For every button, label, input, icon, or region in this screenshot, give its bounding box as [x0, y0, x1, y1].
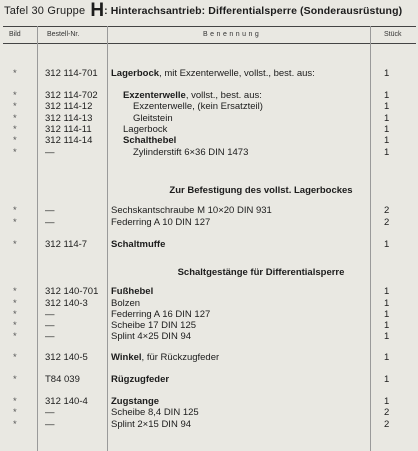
quantity: 1 — [384, 352, 390, 363]
bild-marker: * — [13, 374, 17, 385]
part-number: 312 114-14 — [45, 135, 93, 146]
part-detail: Federring A 10 DIN 127 — [111, 217, 211, 228]
part-number: 312 114-12 — [45, 101, 93, 112]
bild-marker: * — [13, 352, 17, 363]
part-description — [111, 331, 191, 342]
part-detail: Splint 2×15 DIN 94 — [111, 419, 192, 430]
bild-marker: * — [13, 205, 17, 216]
table-row — [0, 101, 418, 112]
quantity: 1 — [384, 147, 390, 158]
part-name: Zugstange — [111, 396, 160, 407]
part-description — [111, 352, 219, 363]
quantity: 1 — [384, 286, 390, 297]
part-detail: Federring A 16 DIN 127 — [111, 309, 211, 320]
bild-marker: * — [13, 396, 17, 407]
section-heading: Schaltgestänge für Differentialsperre — [177, 267, 345, 278]
quantity: 1 — [384, 239, 390, 250]
bild-marker: * — [13, 147, 17, 158]
bild-marker: * — [13, 113, 17, 124]
quantity: 1 — [384, 374, 390, 385]
part-name: Lagerbock — [111, 68, 160, 79]
part-number: 312 114-702 — [45, 90, 98, 101]
bild-marker: * — [13, 419, 17, 430]
part-name: Fußhebel — [111, 286, 154, 297]
bild-marker: * — [13, 90, 17, 101]
part-description — [111, 286, 153, 297]
quantity: 1 — [384, 320, 390, 331]
part-detail: Zylinderstift 6×36 DIN 1473 — [133, 147, 249, 158]
quantity: 1 — [384, 124, 390, 135]
part-description — [133, 113, 173, 124]
part-description — [133, 101, 263, 112]
table-row — [0, 374, 418, 385]
part-name: Schaltmuffe — [111, 239, 166, 250]
part-detail: , für Rückzugfeder — [141, 352, 220, 363]
part-number: — — [45, 147, 55, 158]
part-number: — — [45, 320, 55, 331]
section-heading: Zur Befestigung des vollst. Lagerbockes — [169, 185, 353, 196]
section-title: : Hinterachsantrieb: Differentialsperre (Sonderausrüstung) — [104, 5, 403, 17]
part-description — [111, 217, 210, 228]
part-description — [111, 298, 140, 309]
part-number: 312 140-5 — [45, 352, 88, 363]
table-row — [0, 320, 418, 331]
part-number: — — [45, 205, 55, 216]
column-header-stueck: Stück — [384, 31, 402, 38]
column-header-benennung: Benennung — [203, 31, 262, 38]
part-description — [111, 309, 210, 320]
bild-marker: * — [13, 135, 17, 146]
bild-marker: * — [13, 407, 17, 418]
table-row — [0, 239, 418, 250]
table-row — [0, 205, 418, 216]
part-description — [123, 124, 167, 135]
part-name: Exzenterwelle — [123, 90, 186, 101]
part-number: — — [45, 309, 55, 320]
quantity: 1 — [384, 113, 390, 124]
quantity: 2 — [384, 407, 390, 418]
bild-marker: * — [13, 320, 17, 331]
part-description — [111, 68, 315, 79]
part-name: Winkel — [111, 352, 142, 363]
table-row — [0, 147, 418, 158]
bild-marker: * — [13, 331, 17, 342]
quantity: 1 — [384, 68, 390, 79]
part-detail: Scheibe 17 DIN 125 — [111, 320, 197, 331]
bild-marker: * — [13, 309, 17, 320]
table-header — [3, 26, 416, 44]
part-number: T84 039 — [45, 374, 80, 385]
part-description — [111, 239, 165, 250]
bild-marker: * — [13, 68, 17, 79]
bild-marker: * — [13, 239, 17, 250]
table-row — [0, 309, 418, 320]
quantity: 2 — [384, 419, 390, 430]
part-number: 312 114-701 — [45, 68, 98, 79]
table-row — [0, 113, 418, 124]
bild-marker: * — [13, 124, 17, 135]
table-row — [0, 90, 418, 101]
part-detail: Exzenterwelle, (kein Ersatzteil) — [133, 101, 263, 112]
part-detail: Gleitstein — [133, 113, 173, 124]
part-detail: , mit Exzenterwelle, vollst., best. aus: — [159, 68, 315, 79]
table-row — [0, 396, 418, 407]
quantity: 1 — [384, 135, 390, 146]
part-detail: Bolzen — [111, 298, 141, 309]
part-number: 312 140-701 — [45, 286, 99, 297]
page-title — [4, 2, 416, 20]
part-detail: Sechskantschraube M 10×20 DIN 931 — [111, 205, 272, 216]
bild-marker: * — [13, 101, 17, 112]
part-description — [111, 396, 159, 407]
table-row — [0, 217, 418, 228]
quantity: 1 — [384, 101, 390, 112]
part-number: — — [45, 331, 55, 342]
quantity: 1 — [384, 90, 390, 101]
part-name: Schalthebel — [123, 135, 177, 146]
part-description — [111, 407, 199, 418]
part-number: 312 140-4 — [45, 396, 88, 407]
part-description — [111, 205, 272, 216]
part-number: — — [45, 419, 55, 430]
part-description — [111, 419, 191, 430]
part-description — [111, 320, 196, 331]
part-number: 312 114-7 — [45, 239, 88, 250]
table-row — [0, 331, 418, 342]
part-detail: Splint 4×25 DIN 94 — [111, 331, 192, 342]
tafel-label: Tafel 30 Gruppe — [4, 5, 86, 17]
part-description — [111, 374, 169, 385]
bild-marker: * — [13, 217, 17, 228]
bild-marker: * — [13, 286, 17, 297]
table-row — [0, 68, 418, 79]
table-row — [0, 352, 418, 363]
part-name: Rügzugfeder — [111, 374, 170, 385]
group-letter: H — [90, 0, 105, 21]
part-number: 312 140-3 — [45, 298, 88, 309]
part-description — [123, 90, 262, 101]
quantity: 1 — [384, 298, 390, 309]
quantity: 2 — [384, 205, 390, 216]
table-row — [0, 124, 418, 135]
part-number: — — [45, 217, 55, 228]
quantity: 1 — [384, 396, 390, 407]
column-header-bestell: Bestell-Nr. — [47, 31, 80, 38]
part-number: — — [45, 407, 55, 418]
table-row — [0, 407, 418, 418]
table-row — [0, 419, 418, 430]
quantity: 1 — [384, 331, 390, 342]
quantity: 1 — [384, 309, 390, 320]
part-number: 312 114-11 — [45, 124, 92, 135]
quantity: 2 — [384, 217, 390, 228]
bild-marker: * — [13, 298, 17, 309]
part-detail: Lagerbock — [123, 124, 168, 135]
table-row — [0, 298, 418, 309]
table-row — [0, 286, 418, 297]
table-row — [0, 135, 418, 146]
part-detail: Scheibe 8,4 DIN 125 — [111, 407, 199, 418]
part-description — [123, 135, 176, 146]
part-description — [133, 147, 248, 158]
part-number: 312 114-13 — [45, 113, 93, 124]
part-detail: , vollst., best. aus: — [185, 90, 262, 101]
column-header-bild: Bild — [9, 31, 21, 38]
